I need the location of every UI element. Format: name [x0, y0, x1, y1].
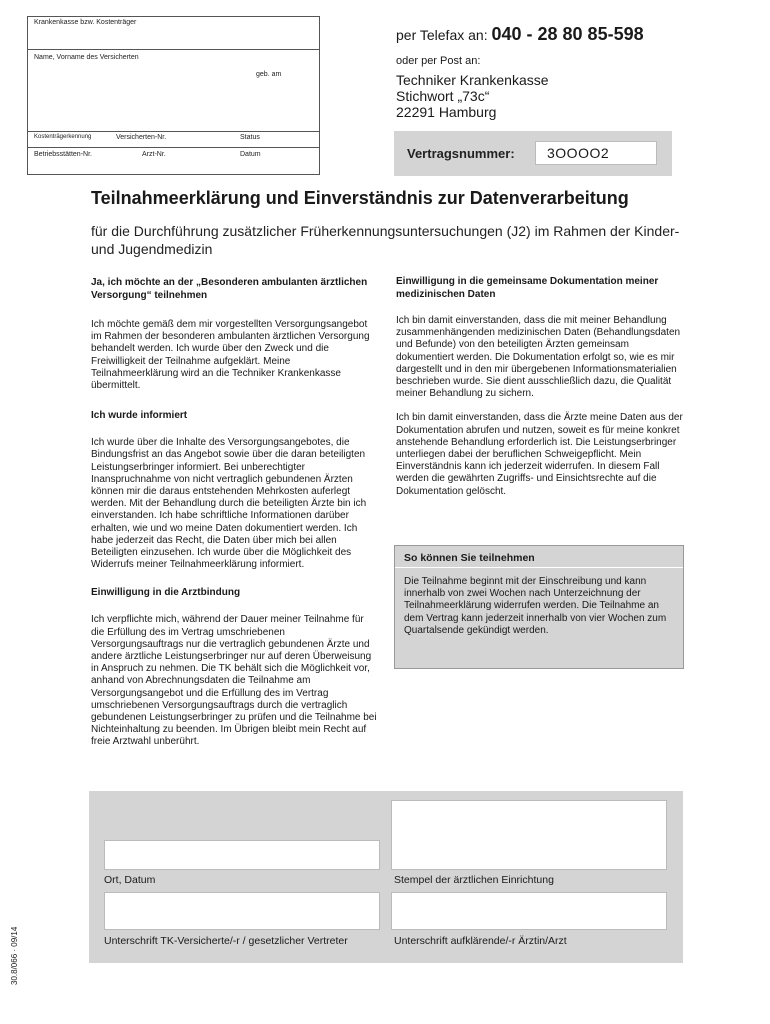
insured-name-field[interactable]	[28, 50, 319, 132]
ids-row[interactable]	[28, 132, 319, 148]
address-line-1: Techniker Krankenkasse	[396, 72, 549, 88]
practice-no-label: Betriebsstätten-Nr.	[34, 151, 92, 158]
insurance-data-box	[27, 16, 320, 175]
documentation-heading: Einwilligung in die gemeinsame Dokumentation meiner medizinischen Daten	[396, 276, 659, 300]
practice-row[interactable]	[28, 148, 319, 175]
informed-heading: Ich wurde informiert	[91, 410, 188, 422]
page-title: Teilnahmeerklärung und Einverständnis zur Datenverarbeitung	[91, 188, 629, 208]
dob-label: geb. am	[256, 71, 282, 78]
participation-heading: Ja, ich möchte an der „Besonderen ambulanten ärztlichen Versorgung“ teilnehmen	[91, 277, 368, 301]
doctor-signature-field[interactable]	[391, 892, 667, 930]
payer-id-label: Kostenträgerkennung	[34, 134, 92, 140]
documentation-text-1: Ich bin damit einverstanden, dass die mit meiner Behandlung zusammenhängenden medizinischen Daten (Behandlungsdaten und Befunde) von den beteiligten Ärzten gemeinsam dokumentiert werden. Die Dokumentation erfolgt so, wie es mir dargestellt und in den mir übergebenen Informationsmaterialien beschrieben wurde. Sie dient ausschließlich dazu, die Qualität meiner Behandlung zu sichern.	[396, 315, 681, 400]
insured-signature-field[interactable]	[104, 892, 380, 930]
doctor-no-label: Arzt-Nr.	[142, 151, 166, 158]
right-column	[396, 275, 684, 498]
doctor-binding-heading: Einwilligung in die Arztbindung	[91, 587, 241, 599]
contract-number-field[interactable]: 3OOOO2	[535, 141, 657, 165]
form-code: 30.8/066 · 09/14	[10, 926, 19, 985]
address-line-2: Stichwort „73c“	[396, 88, 490, 104]
insurance-field[interactable]	[28, 17, 319, 50]
date-label: Datum	[240, 151, 261, 158]
how-to-participate-box	[394, 545, 684, 669]
signature-area	[89, 791, 683, 963]
left-column	[91, 276, 379, 749]
fax-prefix: per Telefax an:	[396, 27, 488, 43]
insured-signature-label: Unterschrift TK-Versicherte/-r / gesetzlicher Vertreter	[104, 935, 348, 947]
informed-text: Ich wurde über die Inhalte des Versorgungsangebotes, die Bindungsfrist an das Angebot sowie über die daran beteiligten Leistungserbringer informiert. Bei unberechtigter Inanspruchnahme von nicht vertraglich gebundenen Ärzten können mir die daraus entstehenden Mehrkosten auferlegt werden. Mit der Behandlung durch die beteiligten Ärzte bin ich einverstanden. Ich habe schriftliche Informationen darüber erhalten, wie und wo meine Daten dokumentiert werden. Ich habe jederzeit das Recht, die Daten über mich bei allen Beteiligten einzusehen. Ich wurde über die Möglichkeit des Widerrufs meiner Teilnahmeerklärung informiert.	[91, 437, 367, 571]
status-label: Status	[240, 134, 260, 141]
insured-name-label: Name, Vorname des Versicherten	[34, 54, 139, 61]
documentation-text-2: Ich bin damit einverstanden, dass die Ärzte meine Daten aus der Dokumentation abrufen und nutzen, soweit es für meine konkret anstehende Behandlung erforderlich ist. Die Leistungserbringer unterliegen dabei der beruflichen Schweigepflicht. Mein Einverständnis kann ich jederzeit widerrufen. In diesem Fall werden die gewährten Zugriffs- und Einsichtsrechte auf die Dokumentation gelöscht.	[396, 412, 683, 497]
stamp-label: Stempel der ärztlichen Einrichtung	[394, 874, 554, 886]
place-date-field[interactable]	[104, 840, 380, 870]
doctor-binding-text: Ich verpflichte mich, während der Dauer meiner Teilnahme für die Erfüllung des im Vertrag umschriebenen Versorgungsauftrags nur die vertraglich gebundenen Ärzte und andere ärztliche Leistungserbringer nur auf deren Überweisung in Anspruch zu nehmen. Die TK behält sich die Möglichkeit vor, anhand von Abrechnungsdaten die Teilnahme am Versorgungsangebot und die Erfüllung des im Vertrag umschriebenen Versorgungsauftrags durch die vertraglich gebundenen Leistungserbringer zu prüfen und die Teilnahme bei Nichteinhaltung zu beenden. Im Übrigen bleibt mein Recht auf freie Arztwahl unberührt.	[91, 614, 377, 748]
contract-number-box	[394, 131, 672, 176]
address-line-3: 22291 Hamburg	[396, 104, 497, 120]
post-label: oder per Post an:	[396, 55, 481, 67]
contract-number-label: Vertragsnummer:	[407, 146, 515, 161]
doctor-signature-label: Unterschrift aufklärende/-r Ärztin/Arzt	[394, 935, 567, 947]
page-subtitle: für die Durchführung zusätzlicher Früherkennungsuntersuchungen (J2) im Rahmen der Kinder- und Jugendmedizin	[91, 223, 680, 257]
fax-number: 040 - 28 80 85-598	[491, 24, 644, 44]
insured-no-label: Versicherten-Nr.	[116, 134, 167, 141]
infobox-title: So können Sie teilnehmen	[404, 552, 535, 564]
infobox-divider	[395, 567, 683, 568]
insurance-label: Krankenkasse bzw. Kostenträger	[34, 19, 137, 26]
participation-text: Ich möchte gemäß dem mir vorgestellten Versorgungsangebot im Rahmen der besonderen ambulanten ärztlichen Versorgung behandelt werden. Ich wurde über den Zweck und die Freiwilligkeit der Teilnahme aufgeklärt. Meine Teilnahmeerklärung wird an die Techniker Krankenkasse übermittelt.	[91, 319, 370, 392]
post-address	[396, 72, 549, 120]
infobox-text: Die Teilnahme beginnt mit der Einschreibung und kann innerhalb von zwei Wochen nach Unterzeichnung der Teilnahmeerklärung widerrufen werden. Die Teilnahme an dem Vertrag kann jederzeit innerhalb von vier Wochen zum Quartalsende gekündigt werden.	[404, 576, 667, 636]
fax-line	[396, 24, 644, 45]
place-date-label: Ort, Datum	[104, 874, 156, 886]
stamp-field[interactable]	[391, 800, 667, 870]
